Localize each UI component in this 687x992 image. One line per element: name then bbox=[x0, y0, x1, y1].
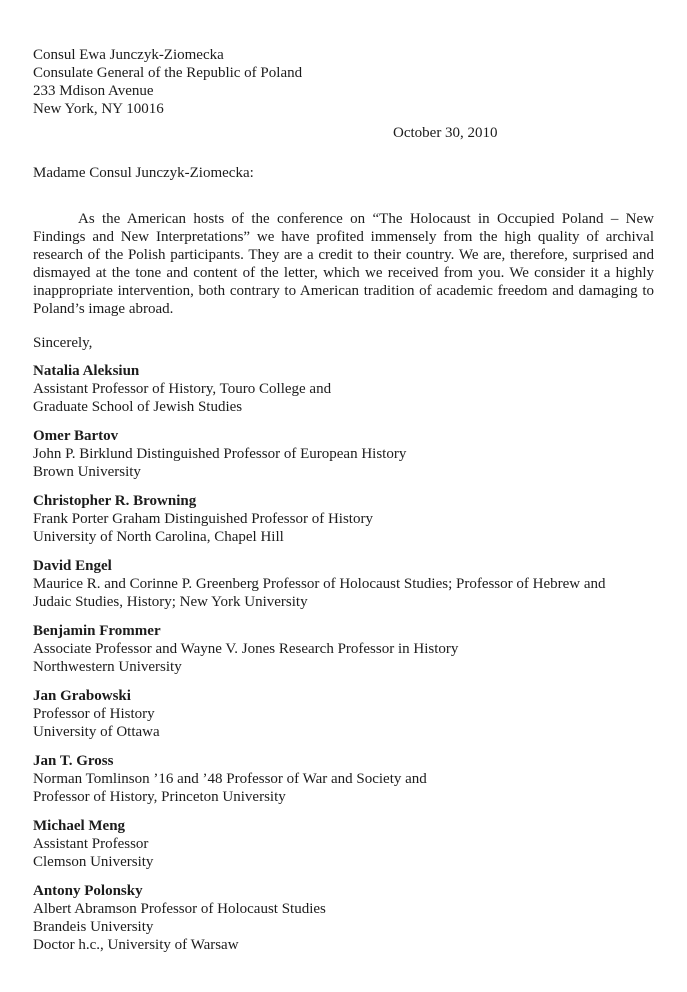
signatory-name: Christopher R. Browning bbox=[33, 493, 197, 509]
signatory-title-line: Brandeis University bbox=[33, 919, 154, 935]
salutation: Madame Consul Junczyk-Ziomecka: bbox=[33, 165, 254, 181]
signatory-title-line: Brown University bbox=[33, 464, 141, 480]
signatory-block bbox=[33, 687, 654, 741]
signatory-block bbox=[33, 362, 654, 416]
signatory-title-line: Assistant Professor bbox=[33, 836, 149, 852]
signatory-title-line: Norman Tomlinson ’16 and ’48 Professor of War and Society and bbox=[33, 771, 427, 787]
signatory-title-line: Albert Abramson Professor of Holocaust Studies bbox=[33, 901, 326, 917]
signatory-block bbox=[33, 817, 654, 871]
signatory-title-line: Assistant Professor of History, Touro College and bbox=[33, 381, 332, 397]
signatory-block bbox=[33, 752, 654, 806]
signatory-name: Michael Meng bbox=[33, 818, 126, 834]
signatory-block bbox=[33, 427, 654, 481]
signatory-name: Jan T. Gross bbox=[33, 753, 114, 769]
body-paragraph: As the American hosts of the conference on “The Holocaust in Occupied Poland – New Findings and New Interpretations” we have profited immensely from the high quality of archival research of the Polish participants. They are a credit to their country. We are, therefore, surprised and dismayed at the tone and content of the letter, which we received from you. We consider it a highly inappropriate intervention, both contrary to American tradition of academic freedom and damaging to Poland’s image abroad. bbox=[33, 211, 654, 317]
signatory-title-line: Judaic Studies, History; New York University bbox=[33, 594, 308, 610]
signatory-title-line: Clemson University bbox=[33, 854, 154, 870]
signatories-list bbox=[33, 362, 654, 954]
signatory-title-line: Frank Porter Graham Distinguished Professor of History bbox=[33, 511, 373, 527]
signatory-name: Omer Bartov bbox=[33, 428, 119, 444]
signatory-title-line: University of Ottawa bbox=[33, 724, 160, 740]
signatory-name: Benjamin Frommer bbox=[33, 623, 161, 639]
signatory-block bbox=[33, 622, 654, 676]
recipient-address-block bbox=[33, 46, 654, 118]
recipient-address-line: 233 Mdison Avenue bbox=[33, 83, 154, 99]
recipient-address-line: New York, NY 10016 bbox=[33, 101, 164, 117]
signatory-block bbox=[33, 557, 654, 611]
signatory-title-line: University of North Carolina, Chapel Hill bbox=[33, 529, 284, 545]
signatory-name: David Engel bbox=[33, 558, 112, 574]
recipient-address-line: Consul Ewa Junczyk-Ziomecka bbox=[33, 47, 224, 63]
signatory-title-line: Associate Professor and Wayne V. Jones Research Professor in History bbox=[33, 641, 459, 657]
signatory-title-line: Maurice R. and Corinne P. Greenberg Professor of Holocaust Studies; Professor of Hebrew and bbox=[33, 576, 606, 592]
signatory-title-line: Graduate School of Jewish Studies bbox=[33, 399, 243, 415]
signatory-name: Jan Grabowski bbox=[33, 688, 131, 704]
signatory-title-line: John P. Birklund Distinguished Professor of European History bbox=[33, 446, 407, 462]
signatory-name: Antony Polonsky bbox=[33, 883, 143, 899]
signatory-title-line: Northwestern University bbox=[33, 659, 182, 675]
closing: Sincerely, bbox=[33, 335, 93, 351]
letter-date: October 30, 2010 bbox=[393, 125, 498, 141]
signatory-block bbox=[33, 492, 654, 546]
signatory-title-line: Professor of History bbox=[33, 706, 155, 722]
signatory-title-line: Professor of History, Princeton University bbox=[33, 789, 286, 805]
signatory-name: Natalia Aleksiun bbox=[33, 363, 140, 379]
signatory-block bbox=[33, 882, 654, 954]
signatory-title-line: Doctor h.c., University of Warsaw bbox=[33, 937, 239, 953]
recipient-address-line: Consulate General of the Republic of Poland bbox=[33, 65, 303, 81]
